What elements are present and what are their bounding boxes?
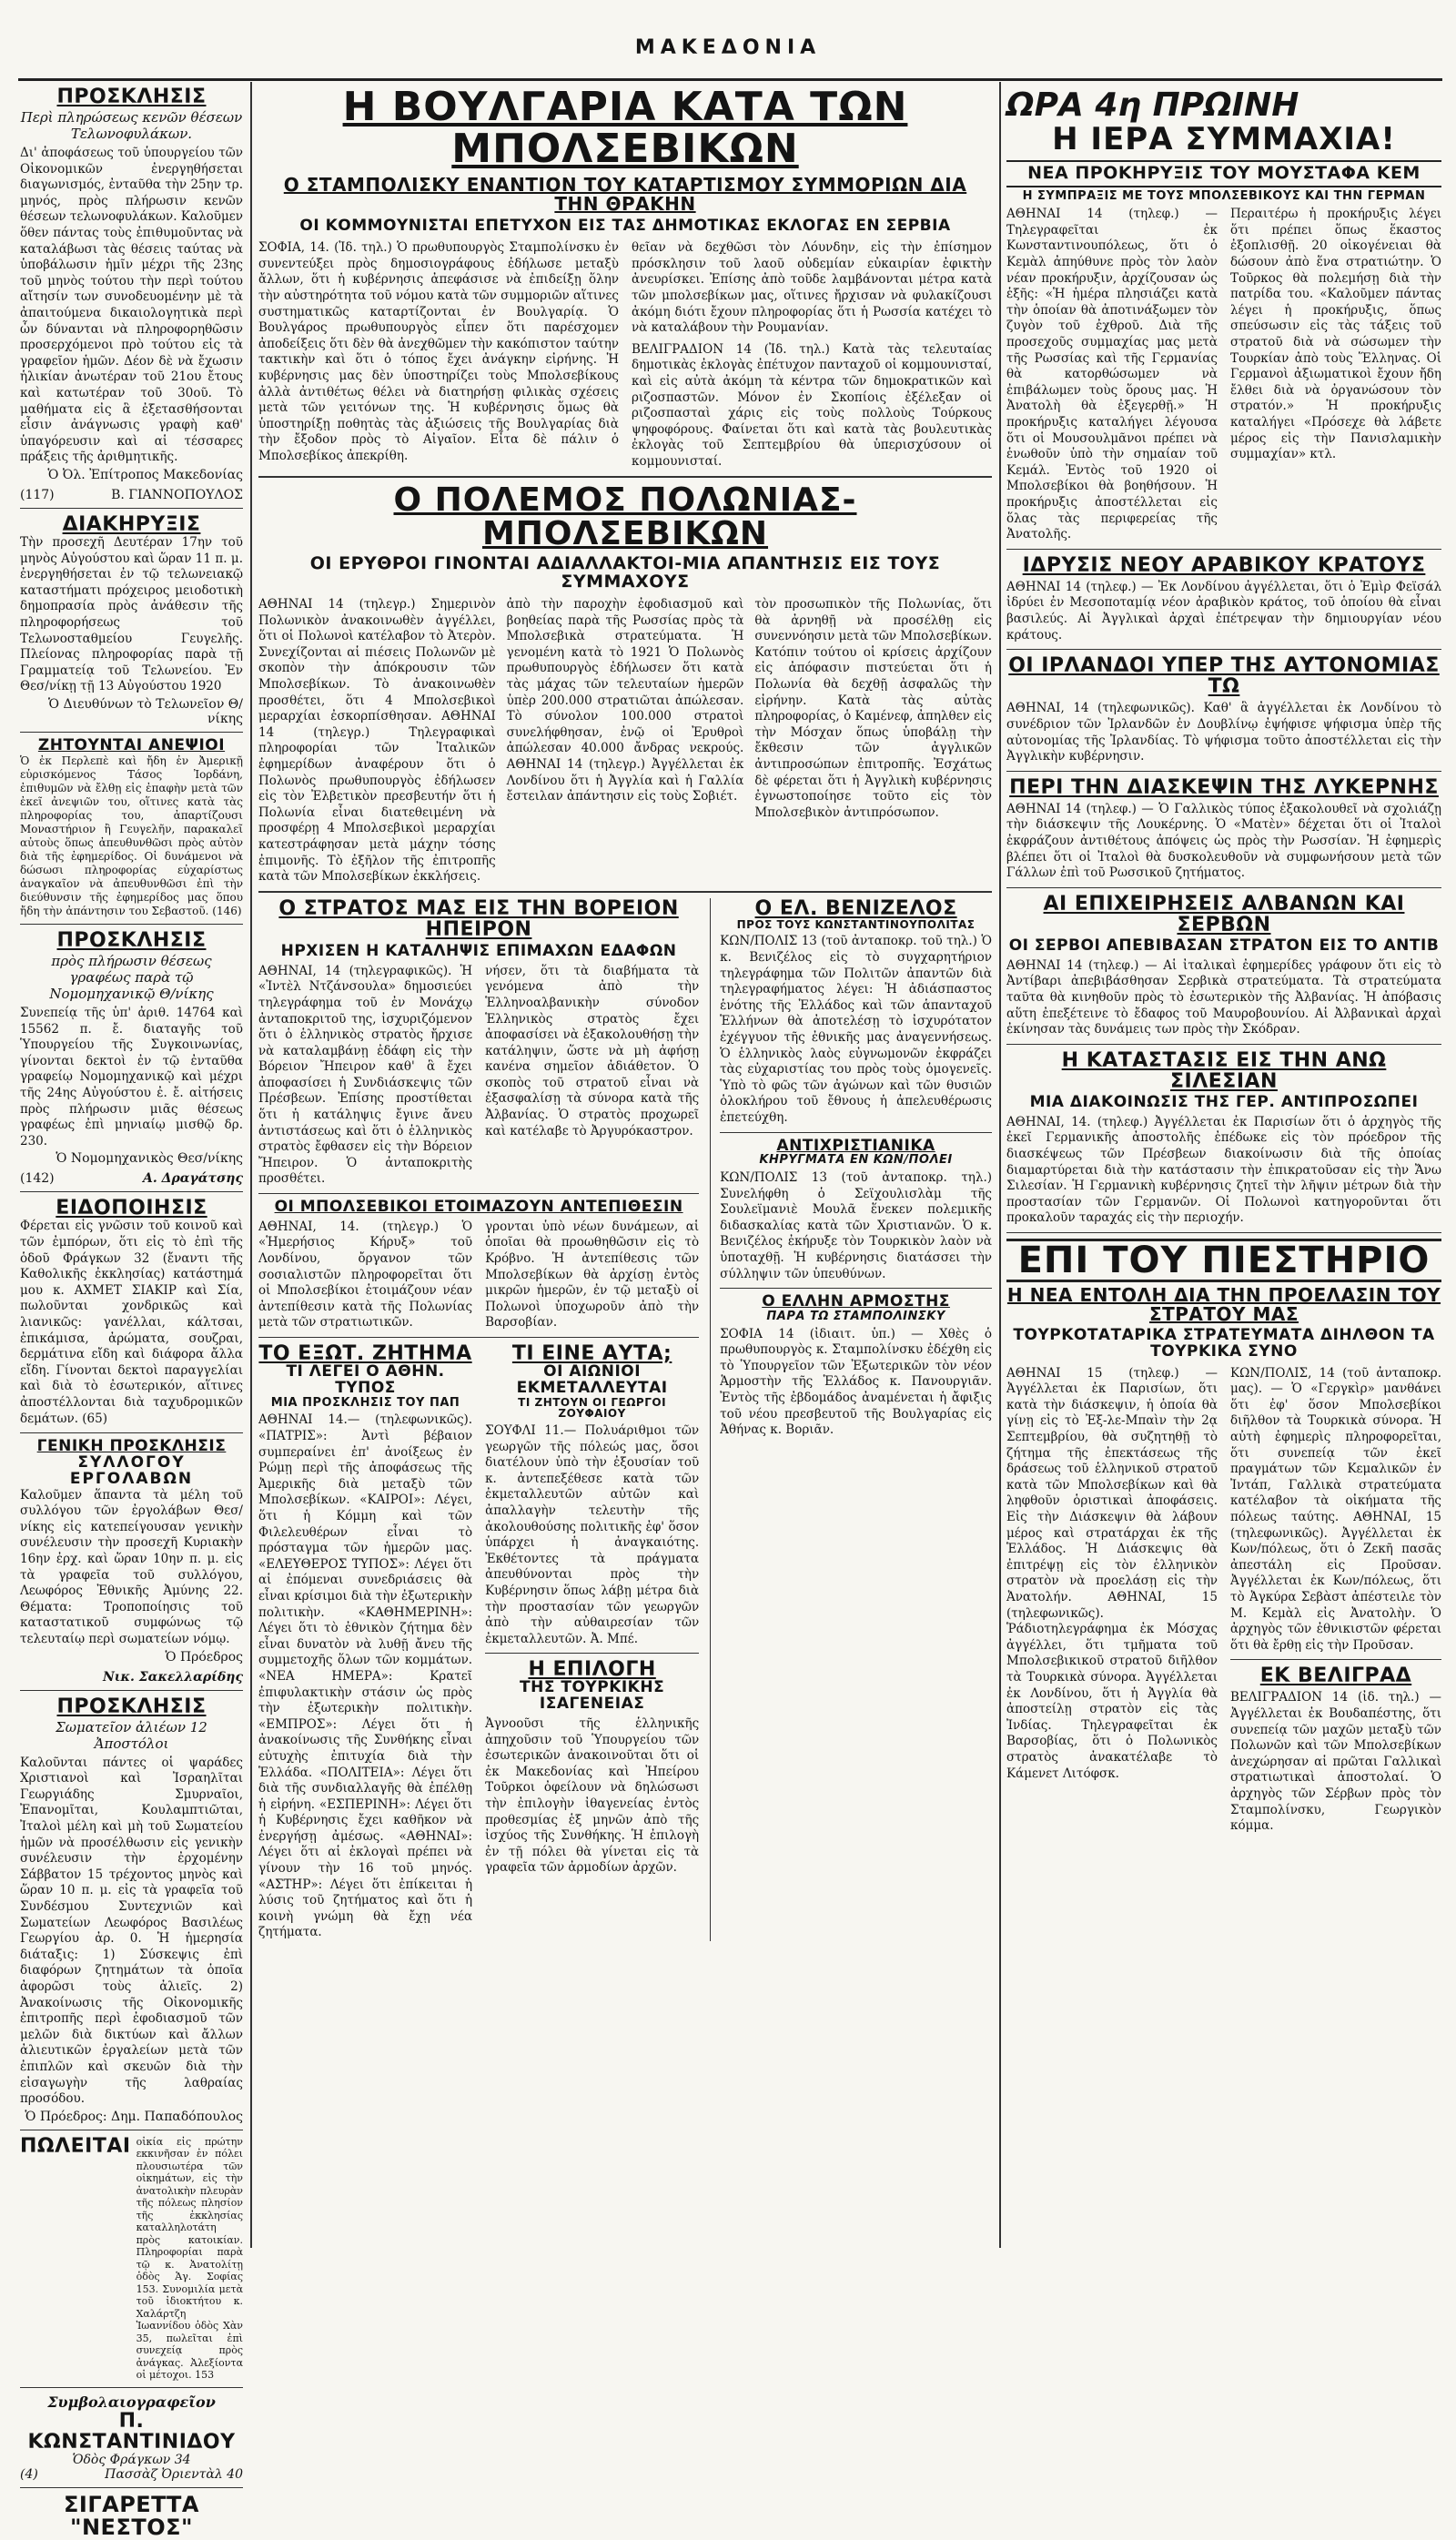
divider: [1006, 549, 1441, 550]
symvol-address2: Πασσὰζ Ὀριεντὰλ 40: [105, 2466, 243, 2482]
poland-col1: ΑΘΗΝΑΙ 14 (τηλεγρ.) Σημερινὸν Πολωνικὸν ἀνακοινωθὲν ἀγγέλλει, ὅτι οἱ Πολωνοὶ κατέλαβον τὸ Ἀτερὸν. Συνεχίζονται αἱ πιέσεις Πολωνῶν μὲ σκοπὸν τὴν ἀπόκρουσιν τῶν Μπολσεβίκων. Τὸ ἀνακοινωθὲν προσθέτει, ὅτι 4 Μπολσεβικοὶ μεραρχίαι ἐσκορπίσθησαν. ΑΘΗΝΑΙ 14 (τηλεγρ.) Τηλεγραφικαὶ πληροφορίαι τῶν Ἰταλικῶν ἐφημερίδων ἀναφέρουν ὅτι ὁ Πολωνὸς πρωθυπουργὸς ἐδήλωσεν εἰς τὸν Ἐλβετικὸν πρεσβευτήν ὅτι ἡ Πολωνία εἶναι διατεθειμένη νὰ προσφέρῃ 4 Μπολσεβικοὶ μεραρχίαι κατεστράφησαν μετὰ μάχην τόσης ἐπιμονῆς. Τὸ ἐξῆλον τῆς ἐπιτροπῆς κατὰ τῶν Μπολσεβίκων ἐκκλήσεις.: [258, 597, 496, 885]
albania-body: ΑΘΗΝΑΙ 14 (τηλεφ.) — Αἱ ἰταλικαὶ ἐφημερίδες γράφουν ὅτι εἰς τὸ Ἀντίβαρι ἀπεβιβάσθησαν Σερβικὰ στρατεύματα. Τὰ στρατεύματα ταῦτα θὰ κινηθοῦν πρὸς τὸ ἐσωτερικὸν τῆς Ἀλβανίας. Ἡ ἀπόβασις αὕτη ἐπεξέτεινε τὸ ἔδαφος τοῦ Μαυροβουνίου. Αἱ Ἀλβανικαὶ ἀρχαὶ ἐκίνησαν τὰς δυνάμεις των πρὸς τὴν Σκόδραν.: [1006, 957, 1441, 1037]
column-divider: [999, 82, 1001, 2248]
press-body: ΑΘΗΝΑΙ 14.— (τηλεφωνικῶς). «ΠΑΤΡΙΣ»: Ἀντὶ βέβαιον συμπεραίνει ἐπ' ἀνοίξεως ἐν Ρώμῃ περὶ τῆς ἀποφάσεως τῆς Ἀμερικῆς διὰ μεταξὺ τῶν Μπολσεβίκων. «ΚΑΙΡΟΙ»: Λέγει, ὅτι ἡ Κόμμη καὶ τῶν Φιλελευθέρων εἶναι τὸ πρόσταγμα τῶν ἡμερῶν μας. «ΕΛΕΥΘΕΡΟΣ ΤΥΠΟΣ»: Λέγει ὅτι αἱ ἐπόμεναι συνεδριάσεις θὰ εἶναι κρίσιμοι διὰ τὴν ἐξωτερικὴν πολιτικὴν. «ΚΑΘΗΜΕΡΙΝΗ»: Λέγει ὅτι τὸ ἐθνικὸν ζήτημα δὲν εἶναι δυνατὸν νὰ λυθῇ ἄνευ τῆς συμμετοχῆς ὅλων τῶν κομμάτων. «ΝΕΑ ΗΜΕΡΑ»: Κρατεῖ ἐπιφυλακτικὴν στάσιν ὡς πρὸς τὴν ἐξωτερικὴν πολιτικὴν. «ΕΜΠΡΟΣ»: Λέγει ὅτι ἡ ἀνακοίνωσις τῆς Συνθήκης εἶναι εὐτυχὴς ἐπιτυχία διὰ τὴν Ἑλλάδα. «ΠΟΛΙΤΕΙΑ»: Λέγει ὅτι διὰ τῆς συνδιαλλαγῆς θὰ ἐπέλθῃ ἡ εἰρήνη. «ΕΣΠΕΡΙΝΗ»: Λέγει ὅτι ἡ Κυβέρνησις ἔχει καθῆκον νὰ ἐνεργήσῃ ἀμέσως. «ΑΘΗΝΑΙ»: Λέγει ὅτι αἱ ἐκλογαὶ πρέπει νὰ γίνουν τὴν 16 τοῦ μηνός. «ΑΣΤΗΡ»: Λέγει ὅτι ἐπίκειται ἡ λύσις τοῦ ζητήματος καὶ ὅτι ἡ κοινὴ γνώμη θὰ ἔχῃ νέα ζητήματα.: [258, 1412, 473, 1940]
divider: [258, 476, 992, 478]
epirus-subheadline: ΗΡΧΙΣΕΝ Η ΚΑΤΑΛΗΨΙΣ ΕΠΙΜΑΧΩΝ ΕΔΑΦΩΝ: [280, 941, 677, 960]
harmost-body: ΣΟΦΙΑ 14 (ἰδιαιτ. ὑπ.) — Χθὲς ὁ πρωθυπουργὸς κ. Σταμπολίνσκυ ἐδέχθη εἰς τὸ Ὑπουργεῖον τῶν Ἐξωτερικῶν τὸν νέον Ἁρμοστὴν τῆς Ἑλλάδος κ. Πανουργιᾶν. Ἐντὸς τῆς ἐβδομάδος ἀναμένεται ἡ ἄφιξις τοῦ νέου πρεσβευτοῦ τῆς Βουλγαρίας εἰς Ἀθήνας κ. Βοριᾶν.: [720, 1326, 992, 1438]
poleitai-label: ΠΩΛΕΙΤΑΙ: [20, 2134, 131, 2158]
epilogi-subheadline: ΤΗΣ ΤΟΥΡΚΙΚΗΣ ΙΣΑΓΕΝΕΙΑΣ: [520, 1678, 665, 1714]
symvol-address: Ὁδὸς Φράγκων 34: [72, 2452, 191, 2467]
epirus-col1: ΑΘΗΝΑΙ, 14 (τηλεγραφικῶς). Ἡ «Ἰντὲλ Ντζάνσουλα» δημοσιεύει τηλεγράφημα τοῦ ἐν Μονάχῳ ἀνταποκριτοῦ της, ἰσχυριζόμενον ὅτι ὁ ἑλληνικὸς στρατὸς ἤρχισε νὰ καταλαμβάνῃ ἐδάφη εἰς τὴν Βόρειον Ἤπειρον καθ' ἃ ἔχει ἀποφασίσει ἡ Συνδιάσκεψις τῶν Πρέσβεων. Ἐπίσης προστίθεται ὅτι ἡ κατάληψις ἔγινε ἄνευ ἀντιστάσεως καὶ ὅτι ὁ ἑλληνικὸς στρατὸς ἔφθασεν εἰς τὴν Βόρειον Ἤπειρον. Ὁ ἀνταποκριτὴς προσθέτει.: [258, 963, 473, 1187]
lucerne-body: ΑΘΗΝΑΙ 14 (τηλεφ.) — Ὁ Γαλλικὸς τύπος ἐξακολουθεῖ νὰ σχολιάζῃ τὴν διάσκεψιν τῆς Λουκέρνης. Ὁ «Ματὲν» δέχεται ὅτι οἱ Ἰταλοὶ ἐκφράζουν ἀντιθέτους ἀπόψεις ὡς πρὸς τὴν Ρωσσίαν. Ἡ ἐφημερὶς βλέπει ὅτι οἱ Ἰταλοὶ θὰ δυσκολευθοῦν νὰ συμφωνήσουν μετὰ τῶν Γάλλων ἐπὶ τοῦ Ρωσσικοῦ ζητήματος.: [1006, 801, 1441, 881]
iera-col2: Περαιτέρω ἡ προκήρυξις λέγει ὅτι πρέπει ὅπως ἕκαστος ἐξοπλισθῇ. 20 οἰκογένειαι θὰ δώσουν ἀπὸ ἕνα στρατιώτην. Ὁ Τοῦρκος θὰ πολεμήσῃ διὰ τὴν πατρίδα του. «Καλοῦμεν πάντας λέγει ἡ προκήρυξις, ὅπως σπεύσωσιν εἰς τὰς τάξεις τοῦ στρατοῦ διὰ νὰ σώσωμεν τὴν Τουρκίαν ἀπὸ τοὺς Ἕλληνας. Οἱ Γερμανοὶ ἀξιωματικοὶ ἔχουν ἤδη ἔλθει διὰ νὰ ὀργανώσουν τὸν στρατόν.» Ἡ προκήρυξις καταλήγει «Πρόσεχε θὰ λάβετε μέρος εἰς τὴν Πανισλαμικὴν συμμαχίαν» κτλ.: [1230, 207, 1441, 462]
proskl1-body: Δι' ἀποφάσεως τοῦ ὑπουργείου τῶν Οἰκονομικῶν ἐνεργηθήσεται διαγωνισμός, ἐνταῦθα τὴν 25ην τρ. μηνός, πρὸς πλήρωσιν κενῶν θέσεων τελωνοφυλάκων. Καλοῦμεν ὅθεν πάντας τοὺς ἐπιθυμοῦντας νὰ καταλάβωσι τὰς θέσεις ταύτας νὰ ὑποβάλωσιν ἡμῖν μέχρι τῆς 23ης τοῦ μηνὸς τούτου τὴν περὶ τούτου αἴτησίν των συνοδευομένην μὲ τὰ ἀπαιτούμενα δικαιολογητικὰ περὶ ὧν δύνανται νὰ πληροφορηθῶσιν προσερχόμενοι πρὸ τούτου εἰς τὰ γραφεῖον ἡμῶν. Δέον δὲ νὰ ἔχωσιν ἡλικίαν ἀνωτέραν τοῦ 21ου ἔτους καὶ κατωτέραν τοῦ 30οῦ. Τὸ μαθήματα εἰς ἃ ἐξετασθήσονται εἶσιν ἀνάγνωσις γραφὴ καθ' ὑπαγόρευσιν καὶ αἱ τέσσαρες πράξεις τῆς ἀριθμητικῆς.: [20, 146, 243, 465]
divider: [20, 1432, 243, 1433]
epilogi-headline: Η ΕΠΙΛΟΓΗ: [528, 1658, 656, 1682]
proskl3-signatory: Ὁ Πρόεδρος: Δημ. Παπαδόπουλος: [25, 2109, 243, 2124]
proskl3-title: ΠΡΟΣΚΛΗΣΙΣ: [56, 1695, 207, 1718]
order-subheadline: ΤΟΥΡΚΟΤΑΤΑΡΙΚΑ ΣΤΡΑΤΕΥΜΑΤΑ ΔΙΗΛΘΟΝ ΤΑ ΤΟΥΡΚΙΚΑ ΣΥΝΟ: [1013, 1326, 1435, 1361]
epilogi-body: Ἀγνοοῦσι τῆς ἑλληνικῆς ἀπηχοῦσιν τοῦ Ὑπουργείου τῶν ἐσωτερικῶν ἀνακοινοῦται ὅτι οἱ ἐκ Μακεδονίας καὶ Ἠπείρου Τοῦρκοι ὀφείλουν νὰ δηλώσωσι τὴν ἐπιλογὴν ἰθαγενείας ἐντὸς προθεσμίας ἑξ μηνῶν ἀπὸ τῆς ἰσχύος τῆς Συνθήκης. Ἡ ἐπιλογὴ ἐν τῇ πόλει θὰ γίνεται εἰς τὰ γραφεῖα τῶν ἀρμοδίων ἀρχῶν.: [485, 1716, 700, 1876]
tieinai-subheadline-2: ΤΙ ΖΗΤΟΥΝ ΟΙ ΓΕΩΡΓΟΙ ΖΟΥΦΑΙΟΥ: [518, 1395, 667, 1421]
proskl2-signatory: Ὁ Νομομηχανικὸς Θεσ/νίκης: [56, 1151, 243, 1167]
divider: [20, 2387, 243, 2388]
proskl2-subtitle: πρὸς πλήρωσιν θέσεως γραφέως παρὰ τῷ Νομομηχανικῷ Θ/νίκης: [49, 952, 214, 1002]
irish-headline: ΟΙ ΙΡΛΑΝΔΟΙ ΥΠΕΡ ΤΗΣ ΑΥΤΟΝΟΜΙΑΣ ΤΩ: [1008, 654, 1440, 699]
cigarette-ad: ΣΙΓΑΡΕΤΤΑ "ΝΕΣΤΟΣ": [64, 2491, 199, 2540]
iera-subheadline-2: Η ΣΥΜΠΡΑΞΙΣ ΜΕ ΤΟΥΣ ΜΠΟΛΣΕΒΙΚΟΥΣ ΚΑΙ ΤΗΝ ΓΕΡΜΑΝ: [1022, 188, 1426, 203]
proskl2-name: Α. Δραγάτσης: [142, 1171, 243, 1187]
iera-subheadline: ΝΕΑ ΠΡΟΚΗΡΥΞΙΣ ΤΟΥ ΜΟΥΣΤΑΦΑ ΚΕΜ: [1006, 160, 1441, 187]
proskl1-subtitle: Περὶ πληρώσεως κενῶν θέσεων Τελωνοφυλάκων.: [20, 109, 243, 143]
divider: [1006, 771, 1441, 772]
poland-col3: τὸν προσωπικὸν τῆς Πολωνίας, ὅτι θὰ ἀρνηθῇ νὰ προσέλθῃ εἰς συνεννόησιν μετὰ τῶν Μπολσεβίκων. Κατόπιν τούτου οἱ κρίσεις ἀρχίζουν εἰς ἀπόφασιν πιστεύεται ὅτι ἡ Πολωνία θὰ δεχθῇ ἀσφαλῶς τὴν εἰρήνην. Κατὰ τὰς αὐτὰς πληροφορίας, ὁ Καμένεφ, ἀπηλθεν εἰς τὴν Μόσχαν ὅπως ὑποβάλῃ τὴν ἔκθεσιν τῶν ἀγγλικῶν ἀντιπροσώπων ἐπιτροπῆς. Ἐσχάτως δὲ φέρεται ὅτι ἡ Ἀγγλικὴ κυβέρνησις ἐγνωστοποίησε τοῦτο εἰς τὸν Μπολσεβικὸν ἀντιπρόσωπον.: [754, 597, 993, 820]
order-headline: Η ΝΕΑ ΕΝΤΟΛΗ ΔΙΑ ΤΗΝ ΠΡΟΕΛΑΣΙΝ ΤΟΥ ΣΤΡΑΤΟΥ ΜΑΣ: [1006, 1284, 1441, 1326]
silesia-body: ΑΘΗΝΑΙ, 14. (τηλεφ.) Ἀγγέλλεται ἐκ Παρισίων ὅτι ὁ ἀρχηγὸς τῆς ἐκεῖ Γερμανικῆς ἀποστολῆς ἐπέδωκε εἰς τὸν πρόεδρον τῆς διασκέψεως τῶν Πρέσβεων διακοίνωσιν διὰ τῆς ὁποίας διαμαρτύρεται διὰ τὴν κατάστασιν τὴν ἐπικρατοῦσαν εἰς τὴν Ἄνω Σιλεσίαν. Ἡ Γερμανικὴ κυβέρνησις ζητεῖ τὴν λῆψιν μέτρων διὰ τὴν προστασίαν τῶν Γερμανῶν. Οἱ Πολωνοὶ κατηγοροῦνται ὅτι προκαλοῦν ταραχάς εἰς τὴν περιοχήν.: [1006, 1114, 1441, 1226]
masthead: ΜΑΚΕΔΟΝΙΑ: [634, 36, 822, 59]
divider: [20, 508, 243, 509]
ora-headline: ΩΡΑ 4η ΠΡΩΙΝΗ: [1006, 86, 1299, 124]
divider: [1006, 649, 1441, 650]
divider: [1006, 887, 1441, 888]
divider: [720, 1288, 992, 1289]
bolsheviks-col2: γρονται ὑπὸ νέων δυνάμεων, αἱ ὁποῖαι θὰ προωθηθῶσιν εἰς τὸ Κρόβνο. Ἡ ἀντεπίθεσις τῶν Μπολσεβίκων θὰ ἀρχίσῃ ἐντὸς μικρῶν ἡμερῶν, ἐν τῷ μεταξὺ οἱ Πολωνοὶ ὑποχωροῦν ἀπὸ τὴν Βαρσοβίαν.: [485, 1219, 700, 1331]
geniki-title: ΓΕΝΙΚΗ ΠΡΟΣΚΛΗΣΙΣ: [36, 1437, 227, 1456]
divider: [1006, 1044, 1441, 1045]
center-column: [258, 86, 992, 2252]
diakir-body: Τὴν προσεχῆ Δευτέραν 17ην τοῦ μηνὸς Αὐγούστου καὶ ὥραν 11 π. μ. ἐνεργηθήσεται ἐν τῷ τελωνειακῷ καταστήματι πρόχειρος μειοδοτικὴ δημοπρασία πρὸς ἀνάθεσιν τῆς πληροφορήσεως τοῦ Τελωνοσταθμείου Γευγελῆς. Πλείονας πληροφορίας παρὰ τῇ Γραμματείᾳ τοῦ Τελωνείου. Ἐν Θεσ/νίκῃ τῇ 13 Αὐγούστου 1920: [20, 535, 243, 694]
symvol-code: (4): [20, 2466, 38, 2482]
zitounte-body: Ὁ ἐκ Περλεπὲ καὶ ἤδη ἐν Ἀμερικῇ εὑρισκόμενος Τάσος Ἰορδάνη, ἐπιθυμῶν νὰ ἔλθῃ εἰς ἐπαφὴν μετὰ τῶν ἐκεῖ ἀνεψιῶν του, οἵτινες κατὰ τὰς πληροφορίας του, ἀπαρτίζουσι Μοναστήριον ἢ Γευγελῆν, παρακαλεῖ αὐτοὺς ὅπως ἀπευθυνθῶσι πρὸς αὐτὸν διὰ τῆς ἐφημερίδος. Οἱ δυνάμενοι νὰ δώσωσι πληροφορίας εὐχαρίστως ἀναγκαῖον νὰ ἀπευθυνθῶσι ἐπὶ τὴν διεύθυνσιν τῆς ἐφημερίδος μας ὅπου ἤδη τὴν ἀπάντησιν του Σεβαστοῦ. (146): [20, 754, 243, 917]
iera-headline: Η ΙΕΡΑ ΣΥΜΜΑΧΙΑ!: [1052, 121, 1396, 157]
divider: [20, 2487, 243, 2488]
divider: [20, 732, 243, 733]
geniki-name: Νικ. Σακελλαρίδης: [102, 1669, 243, 1685]
divider: [1230, 1659, 1441, 1660]
poland-headline: Ο ΠΟΛΕΜΟΣ ΠΟΛΩΝΙΑΣ-ΜΠΟΛΣΕΒΙΚΩΝ: [393, 481, 857, 553]
divider: [258, 1193, 699, 1194]
poland-subheadline: ΟΙ ΕΡΥΘΡΟΙ ΓΙΝΟΝΤΑΙ ΑΔΙΑΛΛΑΚΤΟΙ-ΜΙΑ ΑΠΑΝΤΗΣΙΣ ΕΙΣ ΤΟΥΣ ΣΥΜΜΑΧΟΥΣ: [309, 553, 941, 592]
press-headline: ΤΟ ΕΞΩΤ. ΖΗΤΗΜΑ: [258, 1342, 472, 1366]
proskl3-body: Καλοῦνται πάντες οἱ ψαράδες Χριστιανοὶ καὶ Ἰσραηλῖται Γεωργιάδης Σμυρναῖοι, Ἐπανομῖται, Κουλαμπτιῶται, Ἰταλοὶ μέλη καὶ μὴ τοῦ Σωματείου ἡμῶν νὰ προσέλθωσιν εἰς γενικὴν συνέλευσιν τὴν ἐρχομένην Σάββατον 15 τρέχοντος μηνὸς καὶ ὥραν 10 π. μ. εἰς τὰ γραφεῖα τοῦ Συνδέσμου Συντεχνιῶν καὶ Σωματείων Λεωφόρος Βασιλέως Γεωργίου ἀρ. 0. Ἡ ἡμερησία διάταξις: 1) Σύσκεψις ἐπὶ διαφόρων ζητημάτων τὰ ὁποῖα ἀφορῶσι τοὺς ἀλιεῖς. 2) Ἀνακοίνωσις τῆς Οἰκονομικῆς ἐπιτροπῆς περὶ ἐφοδιασμοῦ τῶν μελῶν διὰ δικτύων καὶ ἄλλων ἀλιευτικῶν ἐργαλείων μετὰ τῶν ἐπιπλῶν καὶ σκευῶν διὰ τὴν εἰσαγωγὴν τῆς λαθραίας προσόδου.: [20, 1755, 243, 2107]
tieinai-body: ΣΟΥΦΛΙ 11.— Πολυάριθμοι τῶν γεωργῶν τῆς πόλεώς μας, ὅσοι διατέλουν ὑπὸ τὴν ἐξουσίαν τοῦ κ. ἀντεπεξέθεσε κατὰ τῶν ἐκμεταλλευτῶν αὐτῶν καὶ ἀπαλλαγὴν τελευτὴν τῆς ἀκολουθούσης πολιτικῆς ἐφ' ὅσον ὑπάρχει ἡ ἀναγκαιότης. Ἐκθέτοντες τὰ πράγματα ἀπευθύνονται πρὸς τὴν Κυβέρνησιν ὅπως λάβῃ μέτρα διὰ τὴν προστασίαν τῶν γεωργῶν ἀπὸ τὴν αὐθαιρεσίαν τῶν ἐκμεταλλευτῶν. Ἀ. Μπέ.: [485, 1423, 700, 1646]
divider: [258, 1337, 699, 1338]
anti-headline: ΑΝΤΙΧΡΙΣΤΙΑΝΙΚΑ: [776, 1136, 935, 1155]
eidop-title: ΕΙΔΟΠΟΙΗΣΙΣ: [56, 1197, 207, 1220]
epirus-col2: νήσεν, ὅτι τὰ διαβήματα τὰ γενόμενα ἀπὸ τὴν Ἑλληνοαλβανικὴν σύνοδον Ἑλληνικὸς στρατὸς ἔχει ἀποφασίσει νὰ ἐξακολουθήσῃ τὴν κατάληψιν, ὥστε νὰ μὴ ἀφήσῃ κανένα σημεῖον ἀδιάθετον. Ὁ σκοπὸς τοῦ στρατοῦ εἶναι νὰ ἐξασφαλίσῃ τὰ σύνορα κατὰ τῆς Ἀλβανίας. Ὁ στρατὸς προχωρεῖ καὶ κατέλαβε τὸ Ἀργυρόκαστρον.: [485, 963, 700, 1138]
poleitai-body: οἰκία εἰς πρώτην εκκινῆσαν ἐν πόλει πλουσιωτέρα τῶν οἰκημάτων, εἰς τὴν ἀνατολικὴν πλευρὰν τῆς πόλεως πλησίον τῆς ἐκκλησίας καταλληλοτάτη πρὸς κατοικίαν. Πληροφορίαι παρὰ τῷ κ. Ἀνατολίτῃ ὁδὸς Ἁγ. Σοφίας 153. Συνομιλία μετὰ τοῦ ἰδιοκτήτου κ. Χαλάρτζη Ἰωαννίδου ὁδὸς Χὰν 35, πωλεῖται ἐπὶ συνεχείᾳ πρὸς ἀνάγκας. Ἀλεξίοντα οἱ μέτοχοι. 153: [136, 2135, 243, 2382]
anti-body: ΚΩΝ/ΠΟΛΙΣ 13 (τοῦ ἀνταποκρ. τηλ.) Συνελήφθη ὁ Σεϊχουλισλὰμ τῆς Σουλεϊμανιὲ Μουλᾶ ἕνεκεν πολεμικῆς διδασκαλίας κατὰ τῶν Χριστιανῶν. Ὁ κ. Βενιζέλος ἐκήρυξε τὸν Τουρκικὸν λαὸν νὰ ὑποταχθῇ. Ἡ κυβέρνησις διατάσσει τὴν σύλληψιν τῶν ὑπευθύνων.: [720, 1169, 992, 1281]
iera-col1: ΑΘΗΝΑΙ 14 (τηλεφ.) — Τηλεγραφεῖται ἐκ Κωνσταντινουπόλεως, ὅτι ὁ Κεμὰλ ἀπηύθυνε πρὸς τὸν λαὸν νέαν προκήρυξιν, ἀρχίζουσαν ὡς ἑξῆς: «Ἡ ἡμέρα πλησιάζει κατὰ τὴν ὁποίαν θὰ ἀποτινάξωμεν τὸν ζυγὸν τοῦ ἐχθροῦ. Διὰ τῆς προσεχοῦς συμμαχίας μας μετὰ τῆς Ρωσσίας καὶ τῆς Γερμανίας θὰ κατορθώσωμεν νὰ ἐπιβάλωμεν τοὺς ὅρους μας. Ἡ Ἀνατολὴ θὰ ἐξεγερθῇ.» Ἡ προκήρυξις καταλήγει λέγουσα ὅτι οἱ Μουσουλμᾶνοι πρέπει νὰ ἑνωθοῦν ὑπὸ τὴν σημαίαν τοῦ Κεμάλ. Ἐντὸς τοῦ 1920 οἱ Μπολσεβίκοι θὰ βοηθήσουν. Ἡ προκήρυξις ἀποστέλλεται εἰς ὅλας τὰς περιφερείας τῆς Ἀνατολῆς.: [1006, 207, 1218, 542]
divider: [1006, 1232, 1441, 1233]
press-subheadline: ΤΙ ΛΕΓΕΙ Ο ΑΘΗΝ. ΤΥΠΟΣ: [286, 1362, 445, 1397]
belgrade-body: ΒΕΛΙΓΡΑΔΙΟΝ 14 (ἰδ. τηλ.) — Ἀγγέλλεται ἐκ Βουδαπέστης, ὅτι συνεπείᾳ τῶν μαχῶν μεταξὺ τῶν Πολωνῶν καὶ τῶν Μπολσεβίκων ἀνεχώρησαν αἱ πρῶται Γαλλικαὶ στρατιωτικαὶ ἀποστολαί. Ὁ ἀρχηγὸς τῶν Σέρβων πρὸς τὸν Σταμπολίνσκυ, Γεωργικὸν κόμμα.: [1230, 1690, 1441, 1834]
main-article-col2b: ΒΕΛΙΓΡΑΔΙΟΝ 14 (Ἰδ. τηλ.) Κατὰ τὰς τελευταίας δημοτικὰς ἐκλογὰς ἐπέτυχον πανταχοῦ οἱ κομμουνισταί, καὶ εἰς αὐτὰ ἀκόμη τὰ κέντρα τῶν δημοκρατικῶν καὶ ριζοσπαστῶν. Μόνον ἐν Σκοπίοις ἐξέλεξαν οἱ ριζοσπασταὶ χάρις εἰς τοὺς πολλοὺς Τούρκους ψηφοφόρους. Φαίνεται ὅτι καὶ κατὰ τὰς βουλευτικὰς ἐκλογὰς τοῦ Σεπτεμβρίου θὰ ὑπερισχύσουν οἱ κομμουνισταί.: [632, 341, 992, 469]
right-column: [1006, 86, 1441, 2252]
main-headline: Η ΒΟΥΛΓΑΡΙΑ ΚΑΤΑ ΤΩΝ ΜΠΟΛΣΕΒΙΚΩΝ: [342, 84, 908, 173]
silesia-subheadline: ΜΙΑ ΔΙΑΚΟΙΝΩΣΙΣ ΤΗΣ ΓΕΡ. ΑΝΤΙΠΡΟΣΩΠΕΙ: [1029, 1093, 1419, 1112]
divider: [20, 1690, 243, 1691]
poland-col2: ἀπὸ τὴν παροχὴν ἐφοδιασμοῦ καὶ βοηθείας παρὰ τῆς Ρωσσίας πρὸς τὰ Μπολσεβικὰ στρατεύματα. Ἡ γενομένη κατὰ τὸ 1921 Ὁ Πολωνὸς πρωθυπουργὸς ἐδήλωσεν ὅτι κατὰ τὰς μάχας τῶν τελευταίων ἡμερῶν ὑπὲρ 200.000 στρατιῶται ἀπώλεσαν. Τὸ σύνολον 100.000 στρατοὶ συνελήφθησαν, ἐνῷ οἱ Ἐρυθροὶ ἀπώλεσαν 40.000 ἄνδρας νεκρούς. ΑΘΗΝΑΙ 14 (τηλεγρ.) Ἀγγέλλεται ἐκ Λονδίνου ὅτι ἡ Ἀγγλία καὶ ἡ Γαλλία ἔστειλαν ἀπάντησιν εἰς τοὺς Σοβιέτ.: [506, 597, 744, 805]
proskl2-code: (142): [20, 1171, 55, 1187]
diakir-signatory: Ὁ Διευθύνων τὸ Τελωνεῖον Θ/νίκης: [47, 697, 243, 726]
venizelos-body: ΚΩΝ/ΠΟΛΙΣ 13 (τοῦ ἀνταποκρ. τοῦ τηλ.) Ὁ κ. Βενιζέλος εἰς τὸ συγχαρητήριον τηλεγράφημα τῶν Πολιτῶν ἀπαντῶν διὰ τηλεγραφήματος λέγει: Ἡ ἀδιάσπαστος ἑνότης τῆς Ἑλλάδος καὶ τῶν ἁπανταχοῦ Ἑλλήνων θὰ ἀποτελέσῃ τὸ ἰσχυρότατον ἐχέγγυον τῆς ἐθνικῆς μας ἀναγεννήσεως. Ὁ ἑλληνικὸς λαὸς εὐγνωμονῶν ἐκφράζει τὰς εὐχαριστίας του πρὸς τοὺς ὁμογενεῖς. Ὑπὸ τὸ φῶς τῶν ἀγώνων καὶ τῶν θυσιῶν ὁλοκλήρου τοῦ ἔθνους ἡ ἀπελευθέρωσις ἐπετεύχθη.: [720, 934, 992, 1125]
arab-body: ΑΘΗΝΑΙ 14 (τηλεφ.) — Ἐκ Λονδίνου ἀγγέλλεται, ὅτι ὁ Ἐμὶρ Φεϊσάλ ἰδρύει ἐν Μεσοποταμίᾳ νέον ἀραβικὸν κράτος, τοῦ ὁποίου θὰ εἶναι βασιλεύς. Αἱ Ἀγγλικαὶ ἀρχαὶ ἐπέτρεψαν τὴν δημιουργίαν νέου κράτους.: [1006, 579, 1441, 643]
silesia-headline: Η ΚΑΤΑΣΤΑΣΙΣ ΕΙΣ ΤΗΝ ΑΝΩ ΣΙΛΕΣΙΑΝ: [1061, 1048, 1387, 1093]
anti-subheadline: ΚΗΡΥΓΜΑΤΑ ΕΝ ΚΩΝ/ΠΟΛΕΙ: [759, 1153, 953, 1168]
albania-subheadline: ΟΙ ΣΕΡΒΟΙ ΑΠΕΒΙΒΑΣΑΝ ΣΤΡΑΤΟΝ ΕΙΣ ΤΟ ΑΝΤΙΒ: [1008, 936, 1440, 956]
order-col2: ΚΩΝ/ΠΟΛΙΣ, 14 (τοῦ ἀνταποκρ. μας). — Ὁ «Γεργκὶρ» μανθάνει ὅτι ἐφ' ὅσον Μπολσεβίκοι διῆλθον τὰ Τουρκικὰ σύνορα. Ἡ αὐτὴ ἐφημερὶς πληροφορεῖται, ὅτι συνεπείᾳ τῶν ἐκεῖ πραγμάτων τῶν Κεμαλικῶν ἐν Ἰντάπ, Γαλλικὰ στρατεύματα κατέλαβον τὰ οἰκήματα τῆς πόλεως ταύτης. ΑΘΗΝΑΙ, 15 (τηλεφωνικῶς). Ἀγγέλλεται ἐκ Κων/πόλεως, ὅτι ὁ Ζεκῆ πασᾶς ἀπεστάλη εἰς Προῦσαν. Ἀγγέλλεται ἐκ Κων/πόλεως, ὅτι τὸ Ἀγκύρα Σεβὰστ ἀπέστειλε τὸν Μ. Κεμὰλ εἰς Ἀνατολὴν. Ὁ ἀρχηγὸς τῶν ἐθνικιστῶν φέρεται ὅτι θὰ ἔρθῃ εἰς τὴν Προῦσαν.: [1230, 1365, 1441, 1653]
venizelos-subheadline: ΠΡΟΣ ΤΟΥΣ ΚΩΝΣΤΑΝΤΙΝΟΥΠΟΛΙΤΑΣ: [736, 917, 976, 931]
symvol-title: Συμβολαιογραφεῖον: [47, 2393, 216, 2411]
divider: [720, 1132, 992, 1133]
press-subheadline-2: ΜΙΑ ΠΡΟΣΚΛΗΣΙΣ ΤΟΥ ΠΑΠ: [270, 1395, 460, 1410]
harmost-headline: Ο ΕΛΛΗΝ ΑΡΜΟΣΤΗΣ: [762, 1292, 950, 1311]
proskl1-signatory: Ὁ Ὀλ. Ἐπίτροπος Μακεδονίας: [47, 467, 243, 482]
left-column: [20, 86, 243, 2540]
divider: [485, 1653, 699, 1654]
epirus-headline: Ο ΣΤΡΑΤΟΣ ΜΑΣ ΕΙΣ ΤΗΝ ΒΟΡΕΙΟΝ ΗΠΕΙΡΟΝ: [278, 896, 679, 941]
proskl1-title: ΠΡΟΣΚΛΗΣΙΣ: [56, 86, 207, 108]
main-article-col1: ΣΟΦΙΑ, 14. (Ἰδ. τηλ.) Ὁ πρωθυπουργὸς Σταμπολίνσκυ ἐν συνεντεύξει πρὸς δημοσιογράφους ἐδήλωσε μεταξὺ ἄλλων, ὅτι ἡ κυβέρνησις ἀπεφάσισε νὰ ἐπιδείξῃ ὅλην τὴν αὐστηρότητα τοῦ νόμου κατὰ τῶν συμμοριῶν αἵτινες συστηματικῶς καταρτίζονται ἐν Βουλγαρίᾳ. Ὁ Βουλγάρος πρωθυπουργὸς εἶπεν ὅτι παρέσχομεν ἀποδείξεις ὅτι δὲν θὰ ἀνεχθῶμεν τὴν κακόπιστον ταύτην τακτικὴν καὶ ὅτι ὁ τόπος ἔχει ἀνάγκην εἰρήνης. Ἡ κυβέρνησις μας δὲν ὑποστηρίζει τοὺς Μπολσεβίκους ἀλλὰ ἀντιθέτως θέλει νὰ διατηρήσῃ φιλικὰς σχέσεις μετὰ τῶν γειτόνων της. Ἡ κυβέρνησις ὅμως θὰ ὑποστηρίξῃ ποθητὰς τὰς ἀξιώσεις τῆς Βουλγαρίας διὰ τὴν ἔξοδον πρὸς τὸ Αἰγαῖον. Εἶτα δὲ πάλιν ὁ Μπολσεβίκος ἀπεκρίθη.: [258, 240, 619, 463]
geniki-signatory: Ὁ Πρόεδρος: [165, 1649, 243, 1665]
albania-headline: ΑΙ ΕΠΙΧΕΙΡΗΣΕΙΣ ΑΛΒΑΝΩΝ ΚΑΙ ΣΕΡΒΩΝ: [1043, 892, 1405, 936]
eidop-body: Φέρεται εἰς γνῶσιν τοῦ κοινοῦ καὶ τῶν ἐμπόρων, ὅτι εἰς τὸ ἐπὶ τῆς ὁδοῦ Φράγκων 32 (ἔναντι τῆς Καθολικῆς ἐκκλησίας) κατάστημά μου κ. ΑΧΜΕΤ ΣΙΑΚΙΡ καὶ Σία, πωλοῦνται χονδρικῶς καὶ λιανικῶς: γανέλλαι, κάλτσαι, ἐπικάμισα, ἀρώματα, σουζραι, δερμάτινα εἴδη καὶ διάφορα ἄλλα εἴδη. Γίνονται δεκτοὶ παραγγελίαι καὶ διὰ τὸ ἐσωτερικόν, αἵτινες ἀποστέλλονται διὰ ταχυδρομικῶν δεμάτων. (65): [20, 1219, 243, 1426]
proskl1-name: Β. ΓΙΑΝΝΟΠΟΥΛΟΣ: [111, 487, 243, 502]
proskl1-code: (117): [20, 487, 55, 502]
arab-headline: ΙΔΡΥΣΙΣ ΝΕΟΥ ΑΡΑΒΙΚΟΥ ΚΡΑΤΟΥΣ: [1022, 553, 1426, 577]
main-subheadline: Ο ΣΤΑΜΠΟΛΙΣΚΥ ΕΝΑΝΤΙΟΝ ΤΟΥ ΚΑΤΑΡΤΙΣΜΟΥ ΣΥΜΜΟΡΙΩΝ ΔΙΑ ΤΗΝ ΘΡΑΚΗΝ: [283, 174, 967, 216]
geniki-subtitle: ΣΥΛΛΟΓΟΥ ΕΡΓΟΛΑΒΩΝ: [69, 1452, 194, 1488]
proskl2-body: Συνεπείᾳ τῆς ὑπ' ἀριθ. 14764 καὶ 15562 π. ἔ. διαταγῆς τοῦ Ὑπουργείου τῆς Συγκοινωνίας, γίνονται δεκτοὶ ἐν τῷ ἐνταῦθα γραφείῳ Νομομηχανικῷ καὶ μέχρι τῆς 24ης Αὐγούστου ἐ. ἔ. αἰτήσεις πρὸς πλήρωσιν μιᾶς θέσεως γραφέως ἐπὶ μηνιαίῳ μισθῷ δρ. 230.: [20, 1005, 243, 1149]
diakir-title: ΔΙΑΚΗΡΥΞΙΣ: [62, 512, 201, 536]
divider: [20, 1191, 243, 1192]
belgrade-headline: ΕΚ ΒΕΛΙΓΡΑΔ: [1259, 1665, 1412, 1688]
venizelos-headline: Ο ΕΛ. ΒΕΝΙΖΕΛΟΣ: [754, 896, 957, 920]
bolsheviks-col1: ΑΘΗΝΑΙ, 14. (τηλεγρ.) Ὁ «Ἡμερήσιος Κήρυξ» τοῦ Λονδίνου, ὄργανον τῶν σοσιαλιστῶν πληροφορεῖται ὅτι οἱ Μπολσεβίκοι ἑτοιμάζουν νέαν ἀντεπίθεσιν κατὰ τῆς Πολωνίας μετὰ τῶν στρατιωτικῶν.: [258, 1219, 473, 1331]
divider: [20, 924, 243, 925]
harmost-subheadline: ΠΑΡΑ ΤΩ ΣΤΑΜΠΟΛΙΝΣΚΥ: [766, 1309, 945, 1323]
main-subheadline-2: ΟΙ ΚΟΜΜΟΥΝΙΣΤΑΙ ΕΠΕΤΥΧΟΝ ΕΙΣ ΤΑΣ ΔΗΜΟΤΙΚΑΣ ΕΚΛΟΓΑΣ ΕΝ ΣΕΡΒΙΑ: [299, 217, 951, 236]
proskl3-subtitle: Σωματεῖον ἀλιέων 12 Ἀποστόλοι: [56, 1718, 207, 1752]
proskl2-title: ΠΡΟΣΚΛΗΣΙΣ: [56, 928, 207, 952]
geniki-body: Καλοῦμεν ἅπαντα τὰ μέλη τοῦ συλλόγου τῶν ἐργολάβων Θεσ/νίκης εἰς κατεπείγουσαν γενικὴν συνέλευσιν τὴν προσεχῆ Κυριακὴν 16ην ἐρχ. καὶ ὥραν 10ην π. μ. εἰς τὰ γραφεῖα τοῦ συλλόγου, Λεωφόρος Ἐθνικῆς Ἀμύνης 22. Θέματα: Τροποποίησις τοῦ καταστατικοῦ συμφώνως τῷ τελευταίῳ περὶ σωματείων νόμῳ.: [20, 1487, 243, 1646]
header-rule: [18, 78, 1442, 81]
bolsheviks-headline: ΟΙ ΜΠΟΛΣΕΒΙΚΟΙ ΕΤΟΙΜΑΖΟΥΝ ΑΝΤΕΠΙΘΕΣΙΝ: [274, 1198, 683, 1217]
press-room-headline: ΕΠΙ ΤΟΥ ΠΙΕΣΤΗΡΙΟ: [1006, 1239, 1441, 1282]
divider: [258, 891, 992, 893]
lucerne-headline: ΠΕΡΙ ΤΗΝ ΔΙΑΣΚΕΨΙΝ ΤΗΣ ΛΥΚΕΡΝΗΣ: [1009, 775, 1439, 799]
main-article-col2: θεῖαν νὰ δεχθῶσι τὸν Λόυνδην, εἰς τὴν ἐπίσημον πρόσκλησιν τοῦ λαοῦ οὐδεμίαν εὐκαιρίαν ἐφικτὴν ἀνευρίσκει. Ἐπίσης ἀπὸ τοῦδε λαμβάνονται μέτρα κατὰ τῶν μπολσεβίκων μας, οἵτινες ἤρχισαν νὰ φυλακίζουσι ἀκόμη διότι ἔχουν πληροφορίας ὅτι ἡ Ρωσσία κατέχει τὸ νὰ καταλάβουν τὴν Ρουμανίαν.: [632, 240, 992, 336]
tieinai-headline: ΤΙ ΕΙΝΕ ΑΥΤΑ;: [511, 1342, 672, 1366]
irish-body: ΑΘΗΝΑΙ, 14 (τηλεφωνικῶς). Καθ' ἃ ἀγγέλλεται ἐκ Λονδίνου τὸ συνέδριον τῶν Ἰρλανδῶν ἐν Δουβλίνῳ ἐψήφισε ψήφισμα ὑπὲρ τῆς αὐτονομίας τῆς Ἰρλανδίας. Τὸ ψήφισμα τοῦτο ἀποστέλλεται εἰς τὴν Ἀγγλικὴν κυβέρνησιν.: [1006, 701, 1441, 764]
order-col1: ΑΘΗΝΑΙ 15 (τηλεφ.) — Ἀγγέλλεται ἐκ Παρισίων, ὅτι κατὰ τὴν διάσκεψιν, ἡ ὁποία θὰ γίνῃ εἰς τὸ Ἐξ-λε-Μπαὶν τὴν 2ᾳ Σεπτεμβρίου, θὰ συζητηθῇ τὸ ζήτημα τῆς ἐπεκτάσεως τῆς δράσεως τοῦ ἑλληνικοῦ στρατοῦ κατὰ τῶν Μπολσεβίκων καὶ θὰ ληφθοῦν ὁριστικαὶ ἀποφάσεις. Εἰς τὴν Διάσκεψιν θὰ λάβουν μέρος καὶ στρατάρχαι ἐκ τῆς Ἑλλάδος. Ἡ Διάσκεψις θὰ ἐπιτρέψῃ εἰς τὸν ἑλληνικὸν στρατὸν νὰ προελάσῃ εἰς τὴν Ἀνατολήν. ΑΘΗΝΑΙ, 15 (τηλεφωνικῶς). Ῥάδιοτηλεγράφημα ἐκ Μόσχας ἀγγέλλει, ὅτι τμῆματα τοῦ Μπολσεβικικοῦ στρατοῦ διῆλθον τὰ Τουρκικὰ σύνορα. Ἀγγέλλεται ἐκ Λονδίνου, ὅτι ἡ Ἀγγλία θὰ ἀποστείλῃ στρατὸν εἰς τὰς Ἰνδίας. Τηλεγραφεῖται ἐκ Βαρσοβίας, ὅτι ὁ Πολωνικὸς στρατὸς ἀνακατέλαβε τὸ Κάμενετ Λιτόφσκ.: [1006, 1365, 1218, 1781]
column-divider: [250, 82, 252, 2248]
zitounte-title: ΖΗΤΟΥΝΤΑΙ ΑΝΕΨΙΟΙ: [37, 736, 226, 754]
symvol-name: Π. ΚΩΝΣΤΑΝΤΙΝΙΔΟΥ: [27, 2409, 236, 2454]
tieinai-subheadline: ΟΙ ΑΙΩΝΙΟΙ ΕΚΜΕΤΑΛΛΕΥΤΑΙ: [516, 1362, 668, 1397]
